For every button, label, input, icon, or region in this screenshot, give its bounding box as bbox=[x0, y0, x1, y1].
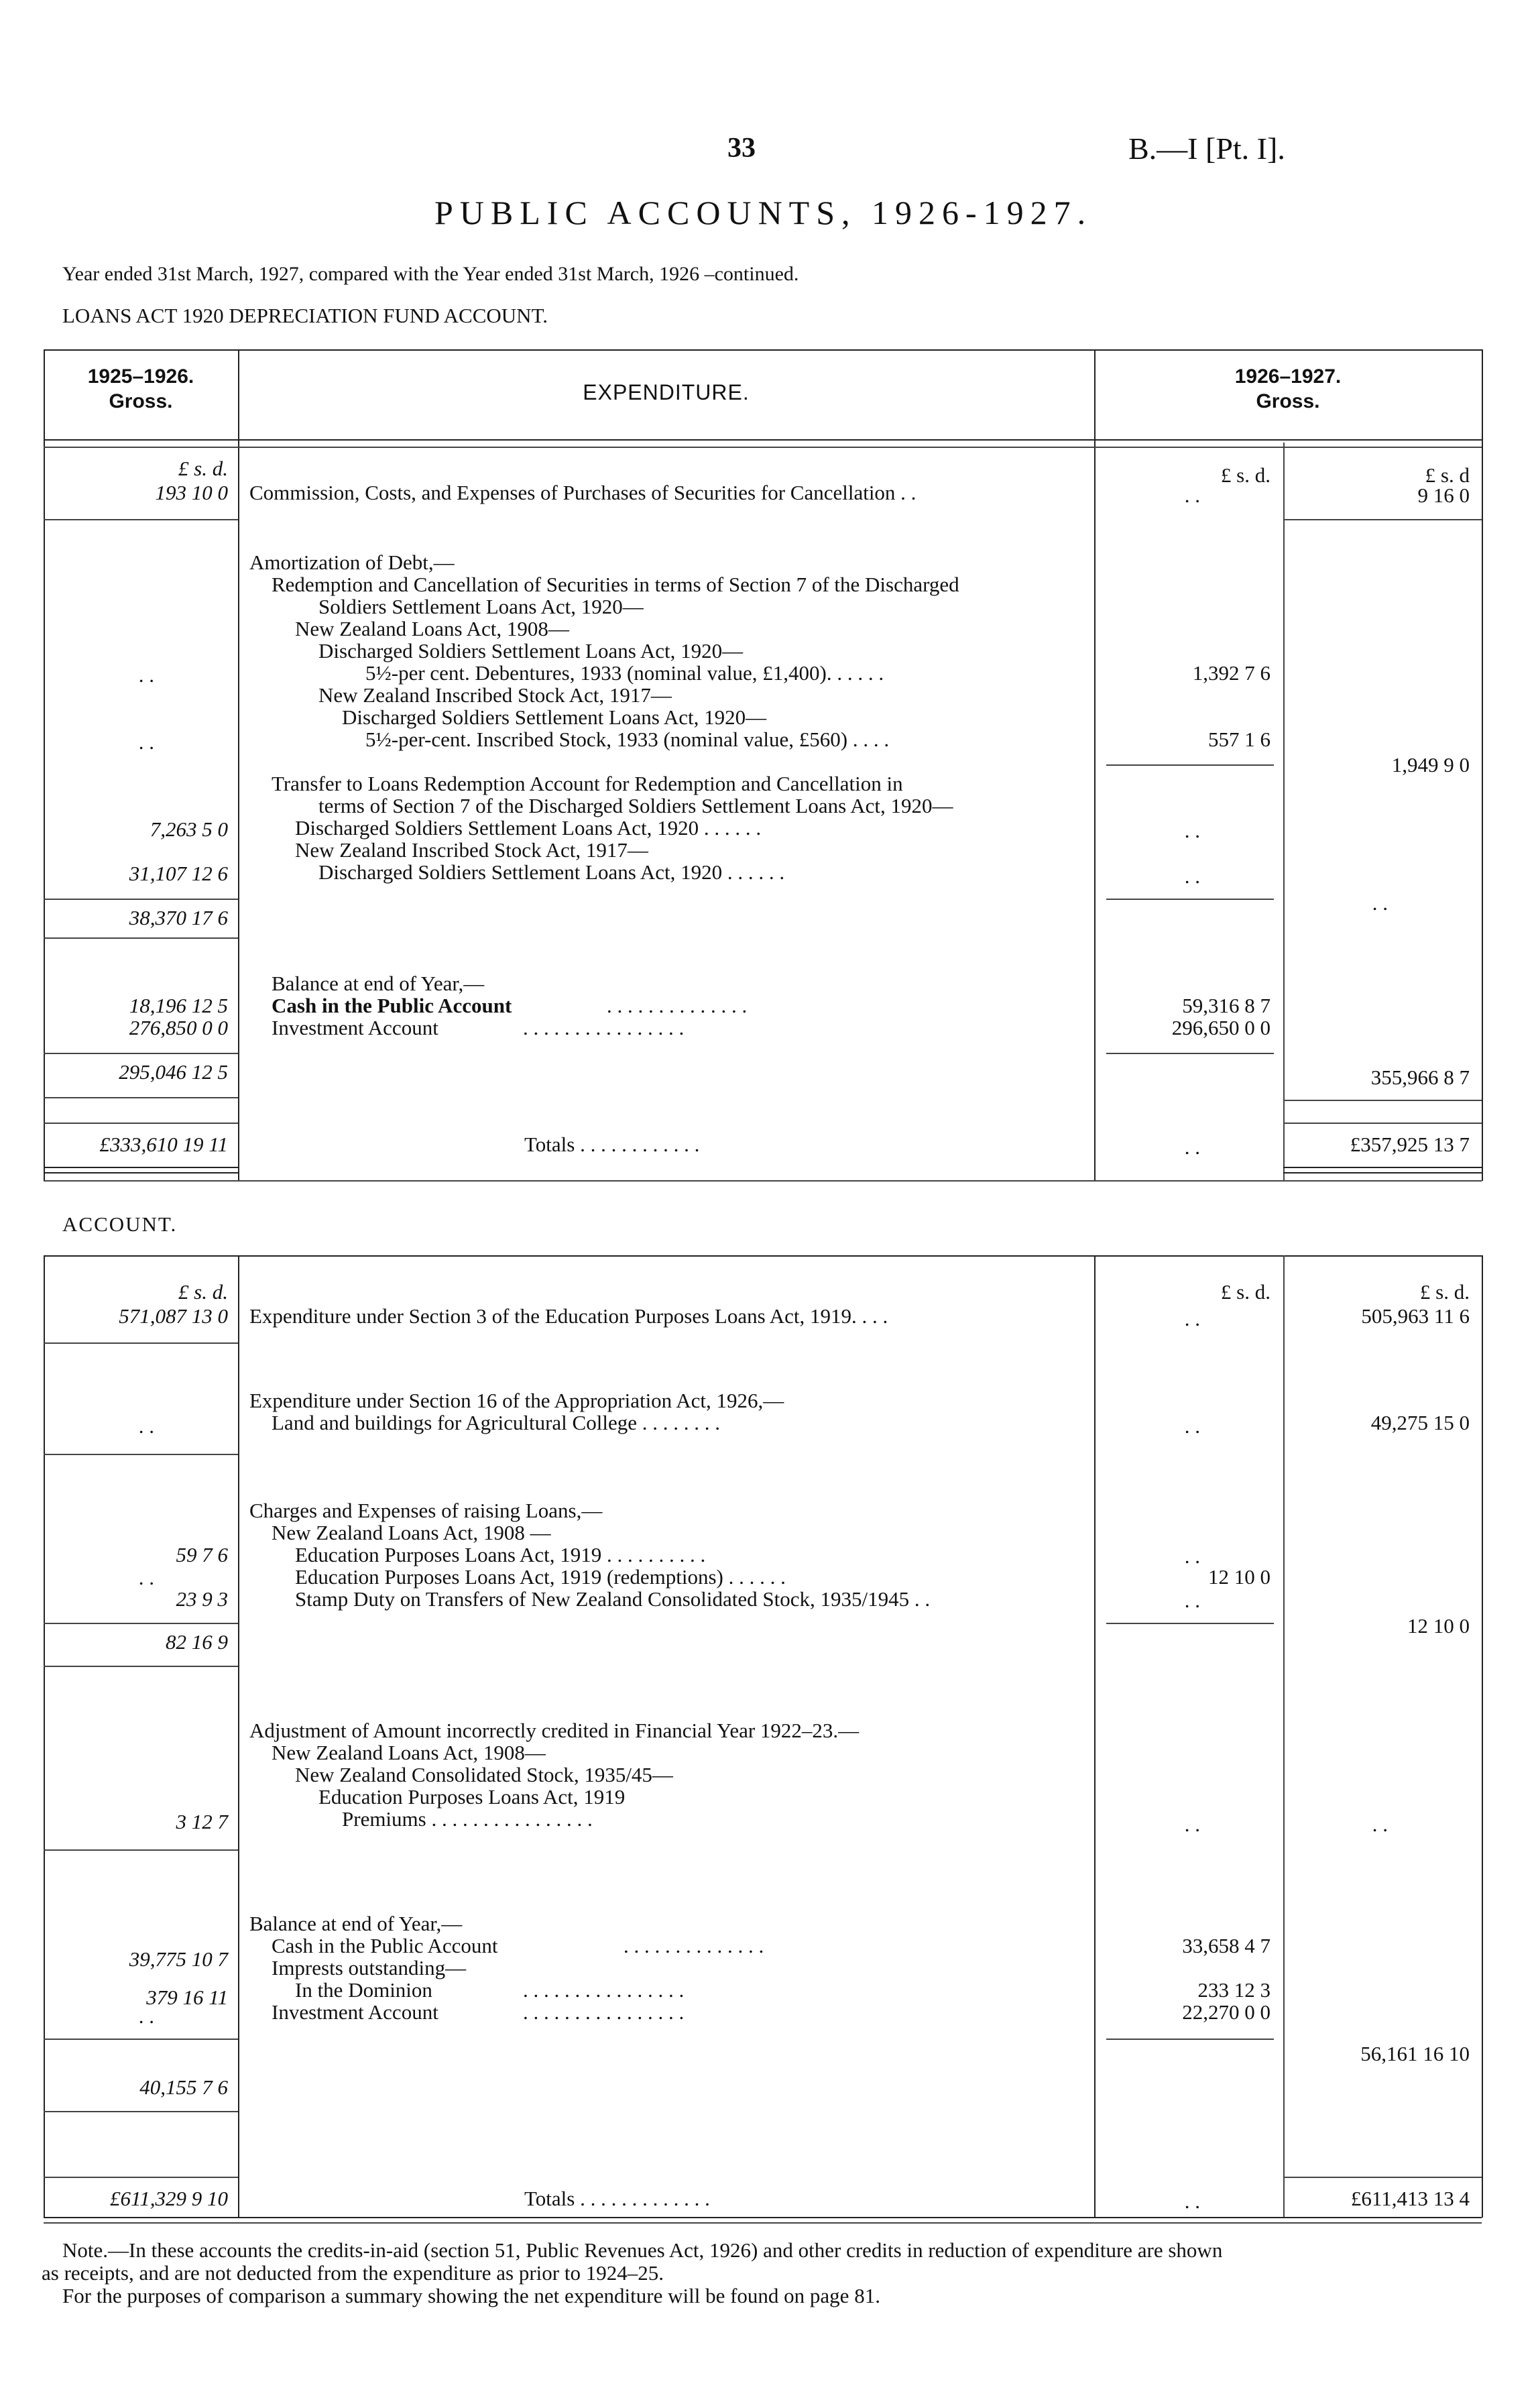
adjustment-line-4: Education Purposes Loans Act, 1919 bbox=[318, 1785, 626, 1809]
commission-prev-value: 193 10 0 bbox=[155, 481, 228, 504]
charges-line-4: Education Purposes Loans Act, 1919 (redemptions) . . . . . . bbox=[295, 1565, 786, 1589]
unit-label-prev: £ s. d. bbox=[178, 457, 228, 480]
balance-2-investment-label: Investment Account bbox=[272, 2000, 438, 2024]
transfer-l3-mid: . . bbox=[1184, 819, 1200, 842]
adjustment-line-2: New Zealand Loans Act, 1908— bbox=[272, 1741, 546, 1764]
appropriation-heading: Expenditure under Section 16 of the Appropriation Act, 1926,— bbox=[249, 1389, 784, 1412]
balance-2-investment-prev: . . bbox=[138, 2004, 154, 2028]
appropriation-line-2: Land and buildings for Agricultural College . . . . . . . . bbox=[272, 1411, 720, 1434]
col-header-1925-gross: Gross. bbox=[109, 390, 173, 412]
commission-description: Commission, Costs, and Expenses of Purchases of Securities for Cancellation . . bbox=[249, 481, 917, 504]
amortization-line-7: New Zealand Inscribed Stock Act, 1917— bbox=[318, 683, 672, 707]
unit-label-prev-2: £ s. d. bbox=[178, 1280, 228, 1304]
amortization-l9-mid: 557 1 6 bbox=[1208, 728, 1271, 751]
totals-2-curr-value: £611,413 13 4 bbox=[1350, 2187, 1470, 2210]
balance-heading: Balance at end of Year,— bbox=[272, 972, 485, 995]
balance-investment-prev: 276,850 0 0 bbox=[129, 1016, 228, 1039]
amortization-heading: Amortization of Debt,— bbox=[249, 551, 455, 574]
balance-2-heading: Balance at end of Year,— bbox=[249, 1912, 463, 1935]
balance-2-dominion-mid: 233 12 3 bbox=[1197, 1978, 1271, 2002]
page-title: PUBLIC ACCOUNTS, 1926-1927. bbox=[434, 194, 1093, 231]
balance-2-dominion-prev: 379 16 11 bbox=[146, 1986, 228, 2009]
balance-cash-dots: . . . . . . . . . . . . . . bbox=[607, 994, 748, 1017]
balance-cash-prev: 18,196 12 5 bbox=[129, 994, 228, 1017]
education-expenditure-description: Expenditure under Section 3 of the Education Purposes Loans Act, 1919. . . . bbox=[249, 1304, 888, 1328]
amortization-l6-prev: . . bbox=[138, 663, 154, 687]
totals-2-prev-value: £611,329 9 10 bbox=[110, 2187, 228, 2210]
appropriation-prev: . . bbox=[138, 1414, 154, 1438]
section-title: LOANS ACT 1920 DEPRECIATION FUND ACCOUNT. bbox=[62, 304, 548, 327]
amortization-line-3: Soldiers Settlement Loans Act, 1920— bbox=[318, 595, 644, 618]
balance-investment-mid: 296,650 0 0 bbox=[1171, 1016, 1271, 1039]
transfer-line-2: terms of Section 7 of the Discharged Soldiers Settlement Loans Act, 1920— bbox=[318, 794, 953, 817]
balance-2-curr-total: 56,161 16 10 bbox=[1360, 2042, 1470, 2065]
unit-label-curr: £ s. d bbox=[1425, 463, 1470, 487]
adjustment-prev: 3 12 7 bbox=[176, 1810, 228, 1833]
transfer-l5-prev: 31,107 12 6 bbox=[129, 862, 228, 885]
balance-2-investment-dots: . . . . . . . . . . . . . . . . bbox=[523, 2000, 685, 2024]
education-expenditure-mid: . . bbox=[1184, 1307, 1200, 1330]
transfer-line-3: Discharged Soldiers Settlement Loans Act, 1920 . . . . . . bbox=[295, 816, 762, 840]
balance-2-investment-mid: 22,270 0 0 bbox=[1182, 2000, 1271, 2024]
balance-2-dominion-dots: . . . . . . . . . . . . . . . . bbox=[523, 1978, 685, 2002]
charges-prev-subtotal: 82 16 9 bbox=[166, 1630, 228, 1654]
section-2-title: ACCOUNT. bbox=[62, 1212, 178, 1236]
balance-prev-subtotal: 295,046 12 5 bbox=[119, 1060, 228, 1084]
charges-l5-mid: . . bbox=[1184, 1589, 1200, 1612]
balance-investment-label: Investment Account bbox=[272, 1016, 438, 1039]
amortization-line-6: 5½-per cent. Debentures, 1933 (nominal value, £1,400). . . . . . bbox=[365, 661, 884, 685]
charges-line-5: Stamp Duty on Transfers of New Zealand Consolidated Stock, 1935/1945 . . bbox=[295, 1587, 931, 1611]
charges-l5-prev: 23 9 3 bbox=[176, 1587, 228, 1611]
col-header-1926-gross: Gross. bbox=[1256, 390, 1320, 412]
charges-l4-mid: 12 10 0 bbox=[1208, 1565, 1271, 1589]
education-expenditure-prev: 571,087 13 0 bbox=[119, 1304, 228, 1328]
amortization-l9-prev: . . bbox=[138, 730, 154, 754]
amortization-l6-mid: 1,392 7 6 bbox=[1192, 661, 1271, 685]
balance-investment-dots: . . . . . . . . . . . . . . . . bbox=[523, 1016, 685, 1039]
totals-label: Totals . . . . . . . . . . . . bbox=[524, 1133, 700, 1156]
balance-2-cash-dots: . . . . . . . . . . . . . . bbox=[624, 1934, 764, 1957]
adjustment-curr: . . bbox=[1372, 1813, 1388, 1836]
transfer-line-5: Discharged Soldiers Settlement Loans Act, 1920 . . . . . . bbox=[318, 860, 785, 884]
transfer-l5-mid: . . bbox=[1184, 864, 1200, 888]
adjustment-line-5: Premiums . . . . . . . . . . . . . . . . bbox=[342, 1807, 593, 1831]
totals-mid-value: . . bbox=[1184, 1135, 1200, 1159]
totals-2-label: Totals . . . . . . . . . . . . . bbox=[524, 2187, 710, 2210]
transfer-heading: Transfer to Loans Redemption Account for Redemption and Cancellation in bbox=[272, 772, 903, 795]
totals-2-mid-value: . . bbox=[1184, 2189, 1200, 2213]
col-header-1925-year: 1925–1926. bbox=[87, 365, 194, 388]
charges-curr-total: 12 10 0 bbox=[1407, 1614, 1470, 1638]
balance-cash-label: Cash in the Public Account bbox=[272, 994, 512, 1017]
appropriation-mid: . . bbox=[1184, 1414, 1200, 1438]
col-header-1926-year: 1926–1927. bbox=[1234, 365, 1342, 388]
unit-label-curr-2: £ s. d. bbox=[1419, 1280, 1470, 1304]
balance-2-cash-prev: 39,775 10 7 bbox=[129, 1947, 228, 1971]
unit-label-mid: £ s. d. bbox=[1220, 463, 1271, 487]
footnote-line-2: as receipts, and are not deducted from the expenditure as prior to 1924–25. bbox=[42, 2261, 664, 2285]
balance-2-prev-subtotal: 40,155 7 6 bbox=[139, 2075, 228, 2099]
amortization-line-9: 5½-per-cent. Inscribed Stock, 1933 (nominal value, £560) . . . . bbox=[365, 728, 890, 751]
commission-mid-value: . . bbox=[1184, 483, 1200, 507]
adjustment-line-3: New Zealand Consolidated Stock, 1935/45— bbox=[295, 1763, 673, 1786]
totals-prev-value: £333,610 19 11 bbox=[99, 1133, 228, 1156]
adjustment-mid: . . bbox=[1184, 1813, 1200, 1836]
page-number: 33 bbox=[727, 133, 756, 164]
charges-line-2: New Zealand Loans Act, 1908 — bbox=[272, 1521, 551, 1544]
amortization-line-4: New Zealand Loans Act, 1908— bbox=[295, 617, 569, 640]
totals-curr-value: £357,925 13 7 bbox=[1350, 1133, 1470, 1156]
footnote-line-3: For the purposes of comparison a summary showing the net expenditure will be found on page 81. bbox=[62, 2284, 880, 2307]
charges-line-3: Education Purposes Loans Act, 1919 . . . . . . . . . . bbox=[295, 1543, 706, 1566]
amortization-line-8: Discharged Soldiers Settlement Loans Act, 1920— bbox=[342, 705, 767, 729]
balance-2-imprests-label: Imprests outstanding— bbox=[272, 1956, 467, 1980]
transfer-curr-total: . . bbox=[1372, 891, 1388, 915]
balance-2-cash-label: Cash in the Public Account bbox=[272, 1934, 498, 1957]
charges-heading: Charges and Expenses of raising Loans,— bbox=[249, 1499, 603, 1522]
education-expenditure-curr: 505,963 11 6 bbox=[1361, 1304, 1470, 1328]
document-reference: B.—I [Pt. I]. bbox=[1128, 131, 1285, 166]
commission-curr-value: 9 16 0 bbox=[1417, 483, 1470, 507]
amortization-line-2: Redemption and Cancellation of Securities in terms of Section 7 of the Discharged bbox=[272, 573, 959, 596]
page-subtitle: Year ended 31st March, 1927, compared with the Year ended 31st March, 1926 –continued. bbox=[62, 263, 799, 285]
balance-curr-total: 355,966 8 7 bbox=[1370, 1066, 1470, 1089]
col-header-expenditure: EXPENDITURE. bbox=[583, 380, 750, 404]
adjustment-heading: Adjustment of Amount incorrectly credited in Financial Year 1922–23.— bbox=[249, 1719, 860, 1742]
balance-2-cash-mid: 33,658 4 7 bbox=[1182, 1934, 1271, 1957]
transfer-prev-subtotal: 38,370 17 6 bbox=[129, 906, 228, 929]
appropriation-curr: 49,275 15 0 bbox=[1370, 1411, 1470, 1434]
balance-2-dominion-label: In the Dominion bbox=[295, 1978, 432, 2002]
unit-label-mid-2: £ s. d. bbox=[1220, 1280, 1271, 1304]
amortization-curr-total: 1,949 9 0 bbox=[1391, 753, 1470, 777]
charges-l3-prev: 59 7 6 bbox=[176, 1543, 228, 1566]
footnote-line-1: Note.—In these accounts the credits-in-aid (section 51, Public Revenues Act, 1926) and other credits in reduction of expenditure are shown bbox=[62, 2238, 1223, 2262]
transfer-line-4: New Zealand Inscribed Stock Act, 1917— bbox=[295, 838, 648, 862]
charges-l3-mid: . . bbox=[1184, 1544, 1200, 1568]
transfer-l3-prev: 7,263 5 0 bbox=[150, 817, 228, 841]
amortization-line-5: Discharged Soldiers Settlement Loans Act, 1920— bbox=[318, 639, 744, 663]
balance-cash-mid: 59,316 8 7 bbox=[1182, 994, 1271, 1017]
charges-l4-prev: . . bbox=[138, 1566, 154, 1589]
